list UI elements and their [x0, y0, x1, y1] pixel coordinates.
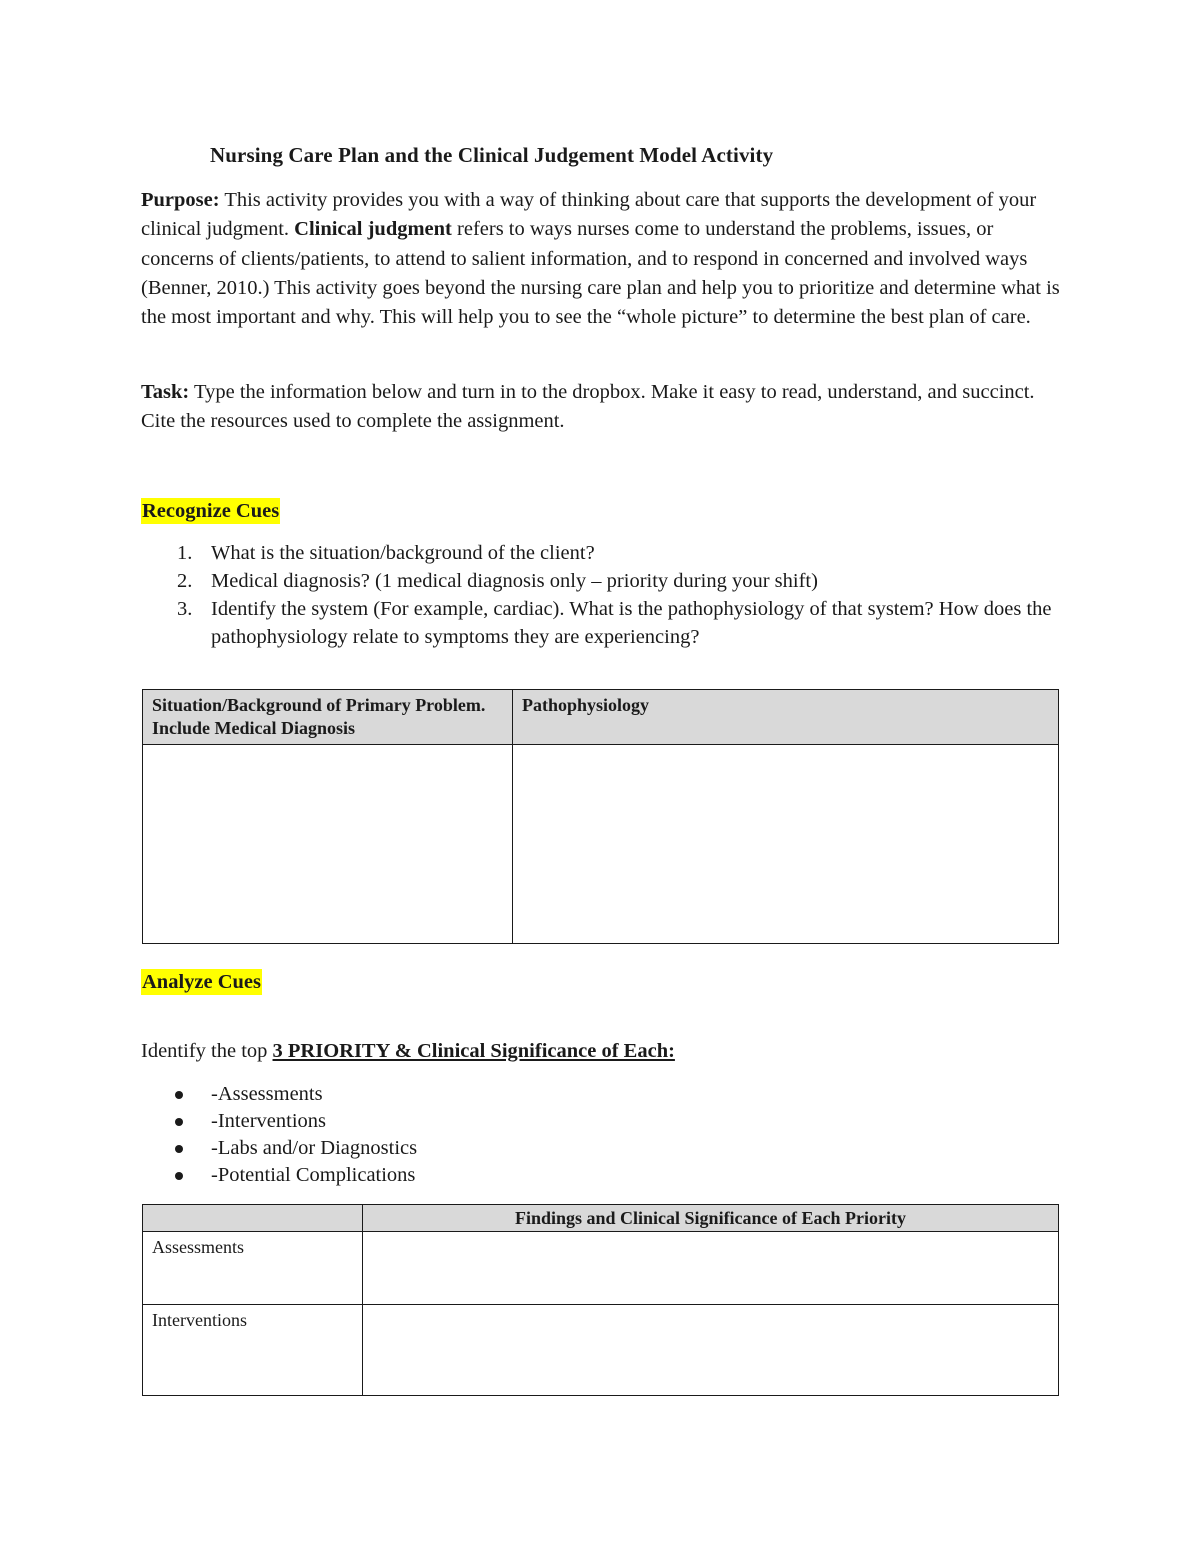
task-text: Type the information below and turn in to the dropbox. Make it easy to read, understand, and succinct. Cite the resources used to complete the assignment.	[141, 381, 1035, 433]
purpose-text-1: This activity provides you with a way of thinking about care that supports the development of your clinical judgment.	[141, 189, 1037, 241]
list-item	[141, 595, 1071, 651]
table-row	[143, 745, 1059, 944]
list-item-text: -Assessments	[211, 1083, 323, 1105]
analyze-cues-bullets	[141, 1081, 417, 1189]
recognize-cues-questions	[141, 539, 1071, 651]
analyze-cues-heading: Analyze Cues	[142, 971, 262, 993]
situation-background-cell[interactable]	[143, 745, 513, 944]
purpose-label: Purpose:	[141, 189, 220, 211]
list-item-text: Identify the system (For example, cardiac). What is the pathophysiology of that system? How does the pathophysiology relate to symptoms they are experiencing?	[211, 598, 1052, 648]
list-item	[141, 1135, 417, 1162]
identify-priority-line	[141, 1040, 675, 1063]
empty-header-cell	[143, 1205, 363, 1232]
list-item	[141, 567, 1071, 595]
document-title: Nursing Care Plan and the Clinical Judgement Model Activity	[210, 143, 774, 167]
table-row	[143, 1232, 1059, 1305]
list-item	[141, 539, 1071, 567]
bullet-icon	[175, 1145, 183, 1153]
list-number: 3.	[177, 598, 193, 620]
task-label: Task:	[141, 381, 190, 403]
bullet-icon	[175, 1172, 183, 1180]
list-item-text: -Potential Complications	[211, 1164, 416, 1186]
purpose-text-2: refers to ways nurses come to understand the problems, issues, or concerns of clients/patients, to attend to salient information, and to respond in concerned and involved ways (Benner, 2010.) This activity goes beyond the nursing care plan and help you to prioritize and determine what is the most important and why. This will help you to see the “whole picture” to determine the best plan of care.	[141, 218, 1060, 329]
identify-prefix: Identify the top	[141, 1040, 273, 1062]
bullet-icon	[175, 1091, 183, 1099]
clinical-judgment-term: Clinical judgment	[294, 218, 452, 241]
list-number: 1.	[177, 542, 193, 564]
list-item-text: -Labs and/or Diagnostics	[211, 1137, 418, 1159]
list-item-text: -Interventions	[211, 1110, 326, 1132]
analyze-cues-table	[142, 1204, 1059, 1396]
purpose-paragraph	[141, 186, 1066, 332]
recognize-cues-table	[142, 689, 1059, 944]
row-label-interventions: Interventions	[143, 1305, 363, 1396]
row-label-assessments: Assessments	[143, 1232, 363, 1305]
table-header-row	[143, 1205, 1059, 1232]
task-paragraph	[141, 378, 1066, 437]
recognize-cues-heading: Recognize Cues	[142, 500, 280, 522]
list-item	[141, 1162, 417, 1189]
identify-priority-bold: 3 PRIORITY & Clinical Significance of Each:	[272, 1040, 675, 1062]
table-header-row	[143, 690, 1059, 745]
situation-background-header: Situation/Background of Primary Problem. Include Medical Diagnosis	[143, 690, 513, 745]
list-number: 2.	[177, 570, 193, 592]
list-item	[141, 1108, 417, 1135]
list-item-text: What is the situation/background of the client?	[211, 542, 595, 564]
findings-header: Findings and Clinical Significance of Each Priority	[363, 1205, 1059, 1232]
table-row	[143, 1305, 1059, 1396]
list-item-text: Medical diagnosis? (1 medical diagnosis only – priority during your shift)	[211, 570, 818, 592]
bullet-icon	[175, 1118, 183, 1126]
assessments-findings-cell[interactable]	[363, 1232, 1059, 1305]
interventions-findings-cell[interactable]	[363, 1305, 1059, 1396]
pathophysiology-cell[interactable]	[513, 745, 1059, 944]
pathophysiology-header: Pathophysiology	[513, 690, 1059, 745]
list-item	[141, 1081, 417, 1108]
